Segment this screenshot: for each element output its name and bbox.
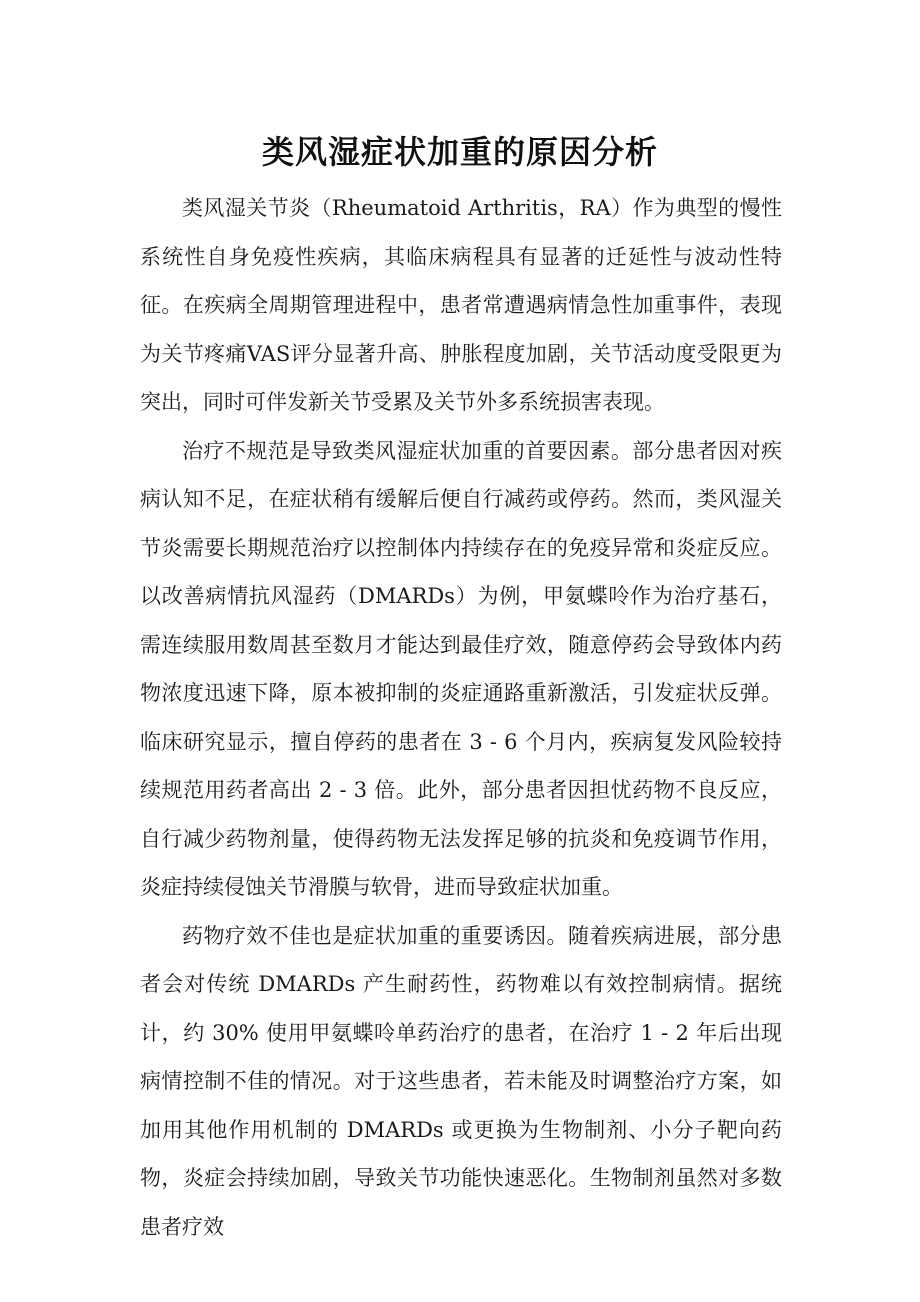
paragraph-irregular-treatment: 治疗不规范是导致类风湿症状加重的首要因素。部分患者因对疾病认知不足，在症状稍有缓解后便自行减药或停药。然而，类风湿关节炎需要长期规范治疗以控制体内持续存在的免疫异常和炎症反应。以改善病情抗风湿药（DMARDs）为例，甲氨蝶呤作为治疗基石，需连续服用数周甚至数月才能达到最佳疗效，随意停药会导致体内药物浓度迅速下降，原本被抑制的炎症通路重新激活，引发症状反弹。临床研究显示，擅自停药的患者在 3 - 6 个月内，疾病复发风险较持续规范用药者高出 2 - 3 倍。此外，部分患者因担忧药物不良反应，自行减少药物剂量，使得药物无法发挥足够的抗炎和免疫调节作用，炎症持续侵蚀关节滑膜与软骨，进而导致症状加重。 xyxy=(140,438,782,899)
document-body xyxy=(140,184,782,1251)
document-title: 类风湿症状加重的原因分析 xyxy=(261,133,658,171)
paragraph-intro: 类风湿关节炎（Rheumatoid Arthritis，RA）作为典型的慢性系统性自身免疫性疾病，其临床病程具有显著的迁延性与波动性特征。在疾病全周期管理进程中，患者常遭遇病情急性加重事件，表现为关节疼痛VAS评分显著升高、肿胀程度加剧，关节活动度受限更为突出，同时可伴发新关节受累及关节外多系统损害表现。 xyxy=(140,196,782,414)
paragraph-poor-efficacy: 药物疗效不佳也是症状加重的重要诱因。随着疾病进展，部分患者会对传统 DMARDs 产生耐药性，药物难以有效控制病情。据统计，约 30% 使用甲氨蝶呤单药治疗的患者，在治疗 1 - 2 年后出现病情控制不佳的情况。对于这些患者，若未能及时调整治疗方案，如加用其他作用机制的 DMARDs 或更换为生物制剂、小分子靶向药物，炎症会持续加剧，导致关节功能快速恶化。生物制剂虽然对多数患者疗效 xyxy=(140,923,782,1239)
